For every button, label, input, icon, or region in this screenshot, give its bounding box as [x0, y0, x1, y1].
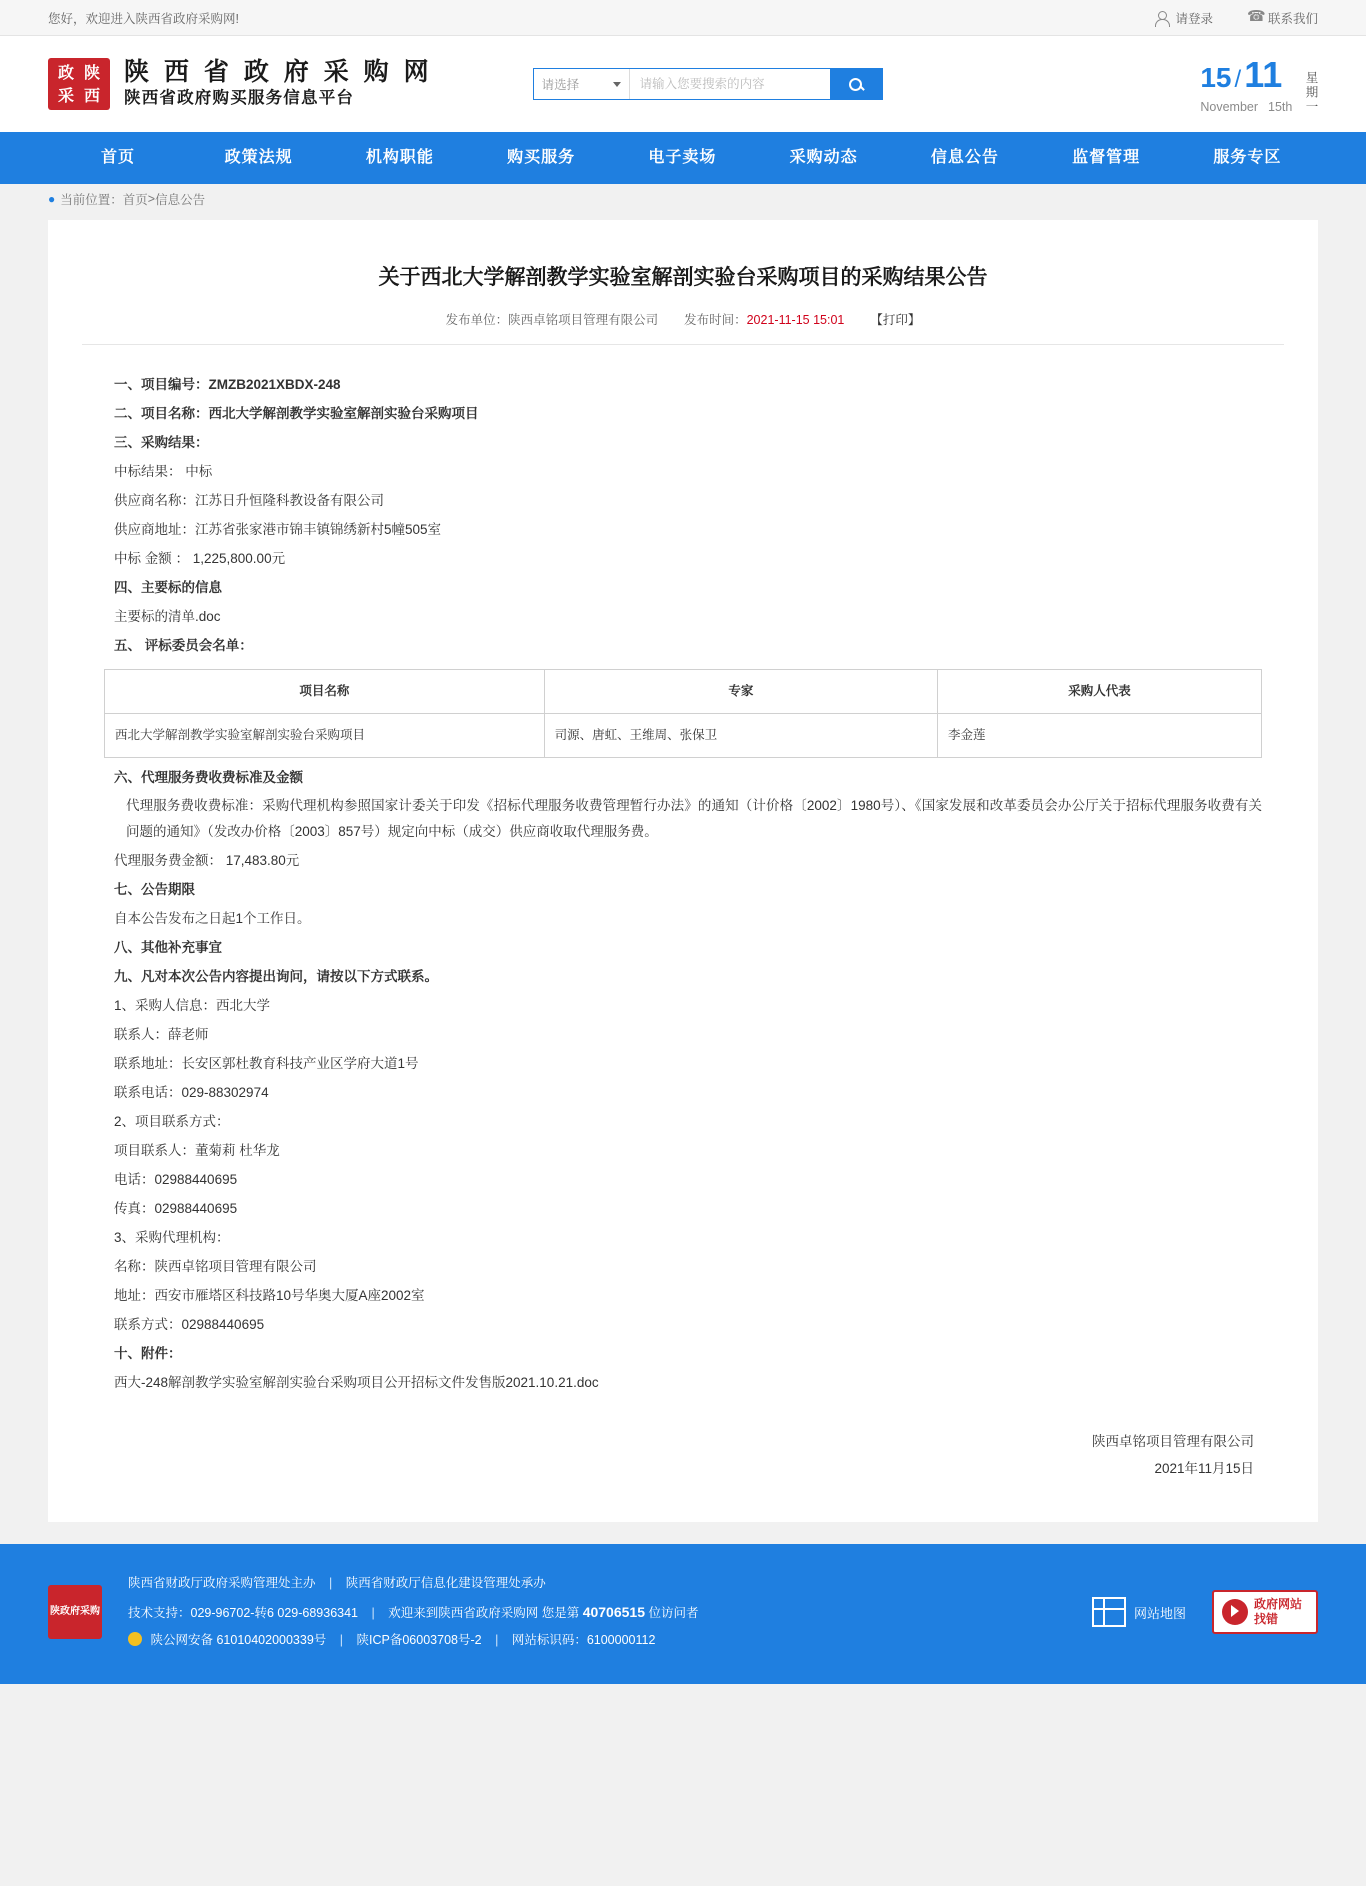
contact-label: 联系我们	[1267, 11, 1318, 26]
section-8-title: 八、其他补充事宜	[114, 940, 222, 956]
section-6-title: 六、代理服务费收费标准及金额	[114, 769, 303, 785]
article-card	[48, 220, 1318, 1522]
article-signature	[82, 1398, 1284, 1482]
footer-visitor-count: 40706515	[582, 1604, 645, 1620]
footer-icp[interactable]: 陕ICP备06003708号-2	[356, 1633, 482, 1648]
table-header-project: 项目名称	[105, 669, 545, 713]
gov-error-report-badge[interactable]	[1212, 1590, 1318, 1634]
logo-char-3: 采	[57, 85, 74, 105]
footer-sep-3: |	[339, 1633, 344, 1648]
footer-line-2	[128, 1597, 698, 1627]
table-header-expert: 专家	[544, 669, 937, 713]
main-item-file: 主要标的清单.doc	[114, 608, 221, 624]
date-day: 15	[1200, 62, 1232, 93]
section-3-title: 三、采购结果：	[114, 434, 209, 450]
footer-support: 技术支持：029-96702-转6 029-68936341	[128, 1606, 358, 1620]
date-widget	[1200, 54, 1318, 114]
contact-link[interactable]	[1247, 9, 1318, 27]
footer-host: 陕西省财政厅政府采购管理处主办	[128, 1576, 316, 1591]
section-10-title: 十、附件：	[114, 1346, 182, 1362]
article-time	[684, 310, 844, 328]
search-category-select[interactable]	[534, 69, 630, 99]
nav-item-home[interactable]: 首页	[100, 149, 135, 166]
breadcrumb-prefix: 当前位置：	[60, 193, 123, 207]
megaphone-icon	[1222, 1599, 1248, 1625]
logo-char-4: 西	[83, 85, 100, 105]
search-area	[533, 68, 883, 100]
cell-experts: 司源、唐虹、王维周、张保卫	[544, 713, 937, 757]
logo-char-1: 政	[57, 62, 74, 82]
search-button[interactable]	[830, 68, 882, 100]
footer-sep-4: |	[495, 1633, 499, 1648]
agency-fee-amount: 代理服务费金额： 17,483.80元	[114, 853, 300, 869]
cell-representative: 李金莲	[938, 713, 1262, 757]
signature-company: 陕西卓铭项目管理有限公司	[1092, 1434, 1254, 1450]
search-category-value: 请选择	[541, 78, 580, 92]
login-label: 请登录	[1175, 11, 1213, 26]
footer-visitor-prefix: 欢迎来到陕西省政府采购网 您是第	[388, 1606, 580, 1620]
footer-sep-1: |	[329, 1576, 333, 1591]
main-nav	[0, 132, 1366, 184]
site-footer	[0, 1544, 1366, 1684]
contact-line-5: 2、项目联系方式：	[114, 1114, 230, 1130]
section-4-title: 四、主要标的信息	[114, 579, 222, 595]
nav-item-purchase[interactable]: 购买服务	[507, 149, 576, 166]
date-weekday: 星期一	[1304, 70, 1318, 114]
date-slash: /	[1234, 66, 1242, 93]
table-header-row	[105, 669, 1262, 713]
nav-item-notice[interactable]: 信息公告	[930, 149, 999, 166]
article-time-value: 2021-11-15 15:01	[746, 312, 845, 327]
gov-badge-text	[1254, 1597, 1302, 1627]
contact-line-1: 1、采购人信息：西北大学	[114, 998, 271, 1014]
result-line-2: 供应商名称：江苏日升恒隆科教设备有限公司	[114, 492, 384, 508]
footer-visitor-suffix: 位访问者	[648, 1606, 699, 1620]
login-link[interactable]	[1154, 9, 1213, 27]
date-month: 11	[1244, 54, 1283, 95]
article-publisher: 发布单位：陕西卓铭项目管理有限公司	[445, 312, 659, 327]
table-row	[105, 713, 1262, 757]
section-9-title: 九、凡对本次公告内容提出询问，请按以下方式联系。	[114, 969, 438, 985]
nav-item-services[interactable]: 服务专区	[1213, 149, 1282, 166]
breadcrumb-item-home[interactable]: 首页	[122, 193, 148, 207]
breadcrumb	[0, 184, 1366, 214]
section-5-title: 五、 评标委员会名单：	[114, 637, 253, 653]
sitemap-link[interactable]	[1092, 1597, 1186, 1627]
contact-line-8: 传真：02988440695	[114, 1201, 238, 1217]
chevron-down-icon	[613, 82, 621, 87]
sitemap-label: 网站地图	[1133, 1605, 1186, 1621]
signature-date: 2021年11月15日	[1154, 1461, 1254, 1477]
footer-text-block	[128, 1570, 698, 1654]
section-7-title: 七、公告期限	[114, 882, 195, 898]
footer-sep-2: |	[371, 1606, 375, 1620]
logo-char-2: 陕	[83, 62, 100, 82]
evaluation-committee-table	[104, 669, 1262, 758]
site-subtitle: 陕西省政府购买服务信息平台	[124, 89, 355, 108]
contact-line-4: 联系电话：029-88302974	[114, 1085, 269, 1101]
nav-item-org[interactable]: 机构职能	[365, 149, 434, 166]
contact-line-6: 项目联系人：董菊莉 杜华龙	[114, 1143, 280, 1159]
section-2-title: 二、项目名称：西北大学解剖教学实验室解剖实验台采购项目	[114, 405, 479, 421]
nav-item-mall[interactable]: 电子卖场	[648, 149, 717, 166]
gov-badge-line-2: 找错	[1254, 1612, 1279, 1627]
print-button[interactable]: 【打印】	[870, 312, 921, 327]
article-time-label: 发布时间：	[684, 312, 747, 327]
gov-badge-line-1: 政府网站	[1254, 1597, 1303, 1612]
footer-emblem-icon: 陕政府采购	[48, 1585, 102, 1639]
breadcrumb-item-notice[interactable]: 信息公告	[155, 193, 206, 207]
contact-line-12: 联系方式：02988440695	[114, 1317, 265, 1333]
nav-item-news[interactable]: 采购动态	[789, 149, 858, 166]
user-icon	[1154, 10, 1169, 25]
footer-site-id: 网站标识码：6100000112	[511, 1633, 656, 1648]
search-box	[533, 68, 883, 100]
logo-mark-icon	[48, 58, 110, 110]
police-badge-icon	[128, 1632, 142, 1646]
site-title: 陕 西 省 政 府 采 购 网	[124, 58, 433, 87]
search-input[interactable]	[630, 69, 830, 99]
agency-fee-standard: 代理服务费收费标准：采购代理机构参照国家计委关于印发《招标代理服务收费管理暂行办法》的通知（计价格〔2002〕1980号）、《国家发展和改革委员会办公厅关于招标代理服务收费有关问题的通知》（发改办价格〔2003〕857号）规定向中标（成交）供应商收取代理服务费。	[126, 797, 1262, 839]
date-day-en: 15th	[1268, 100, 1293, 114]
top-bar	[0, 0, 1366, 36]
article-meta	[82, 310, 1284, 345]
footer-line-1	[128, 1570, 698, 1597]
search-icon	[849, 78, 862, 91]
page-title: 关于西北大学解剖教学实验室解剖实验台采购项目的采购结果公告	[378, 266, 988, 289]
footer-police-record[interactable]: 陕公网安备 61010402000339号	[150, 1633, 327, 1648]
result-line-3: 供应商地址：江苏省张家港市锦丰镇锦绣新村5幢505室	[114, 521, 442, 537]
page-body	[0, 214, 1366, 1522]
phone-icon	[1247, 10, 1262, 25]
article-body	[82, 345, 1284, 1397]
notice-period-body: 自本公告发布之日起1个工作日。	[114, 911, 311, 927]
footer-right	[1092, 1590, 1318, 1634]
welcome-text: 您好，欢迎进入陕西省政府采购网!	[48, 11, 239, 26]
table-header-representative: 采购人代表	[938, 669, 1262, 713]
footer-line-3	[128, 1627, 698, 1654]
site-header	[0, 36, 1366, 132]
map-icon	[1092, 1597, 1126, 1627]
nav-item-supervision[interactable]: 监督管理	[1072, 149, 1141, 166]
result-line-4: 中标 金额 ： 1,225,800.00元	[114, 550, 286, 566]
footer-operator: 陕西省财政厅信息化建设管理处承办	[345, 1576, 546, 1591]
nav-item-policy[interactable]: 政策法规	[224, 149, 293, 166]
date-month-en: November	[1200, 100, 1259, 114]
contact-line-11: 地址：西安市雁塔区科技路10号华奥大厦A座2002室	[114, 1288, 425, 1304]
cell-project-name: 西北大学解剖教学实验室解剖实验台采购项目	[105, 713, 545, 757]
site-logo[interactable]	[48, 58, 433, 110]
contact-line-10: 名称：陕西卓铭项目管理有限公司	[114, 1259, 317, 1275]
location-pin-icon: ●	[48, 192, 56, 206]
contact-line-7: 电话：02988440695	[114, 1172, 238, 1188]
contact-line-9: 3、采购代理机构：	[114, 1230, 230, 1246]
contact-line-2: 联系人：薛老师	[114, 1027, 209, 1043]
attachment-file-link[interactable]: 西大-248解剖教学实验室解剖实验台采购项目公开招标文件发售版2021.10.21.doc	[114, 1375, 599, 1391]
breadcrumb-separator: >	[147, 192, 156, 206]
result-line-1: 中标结果： 中标	[114, 463, 213, 479]
section-1-title: 一、项目编号：ZMZB2021XBDX-248	[114, 376, 341, 392]
contact-line-3: 联系地址：长安区郭杜教育科技产业区学府大道1号	[114, 1056, 419, 1072]
